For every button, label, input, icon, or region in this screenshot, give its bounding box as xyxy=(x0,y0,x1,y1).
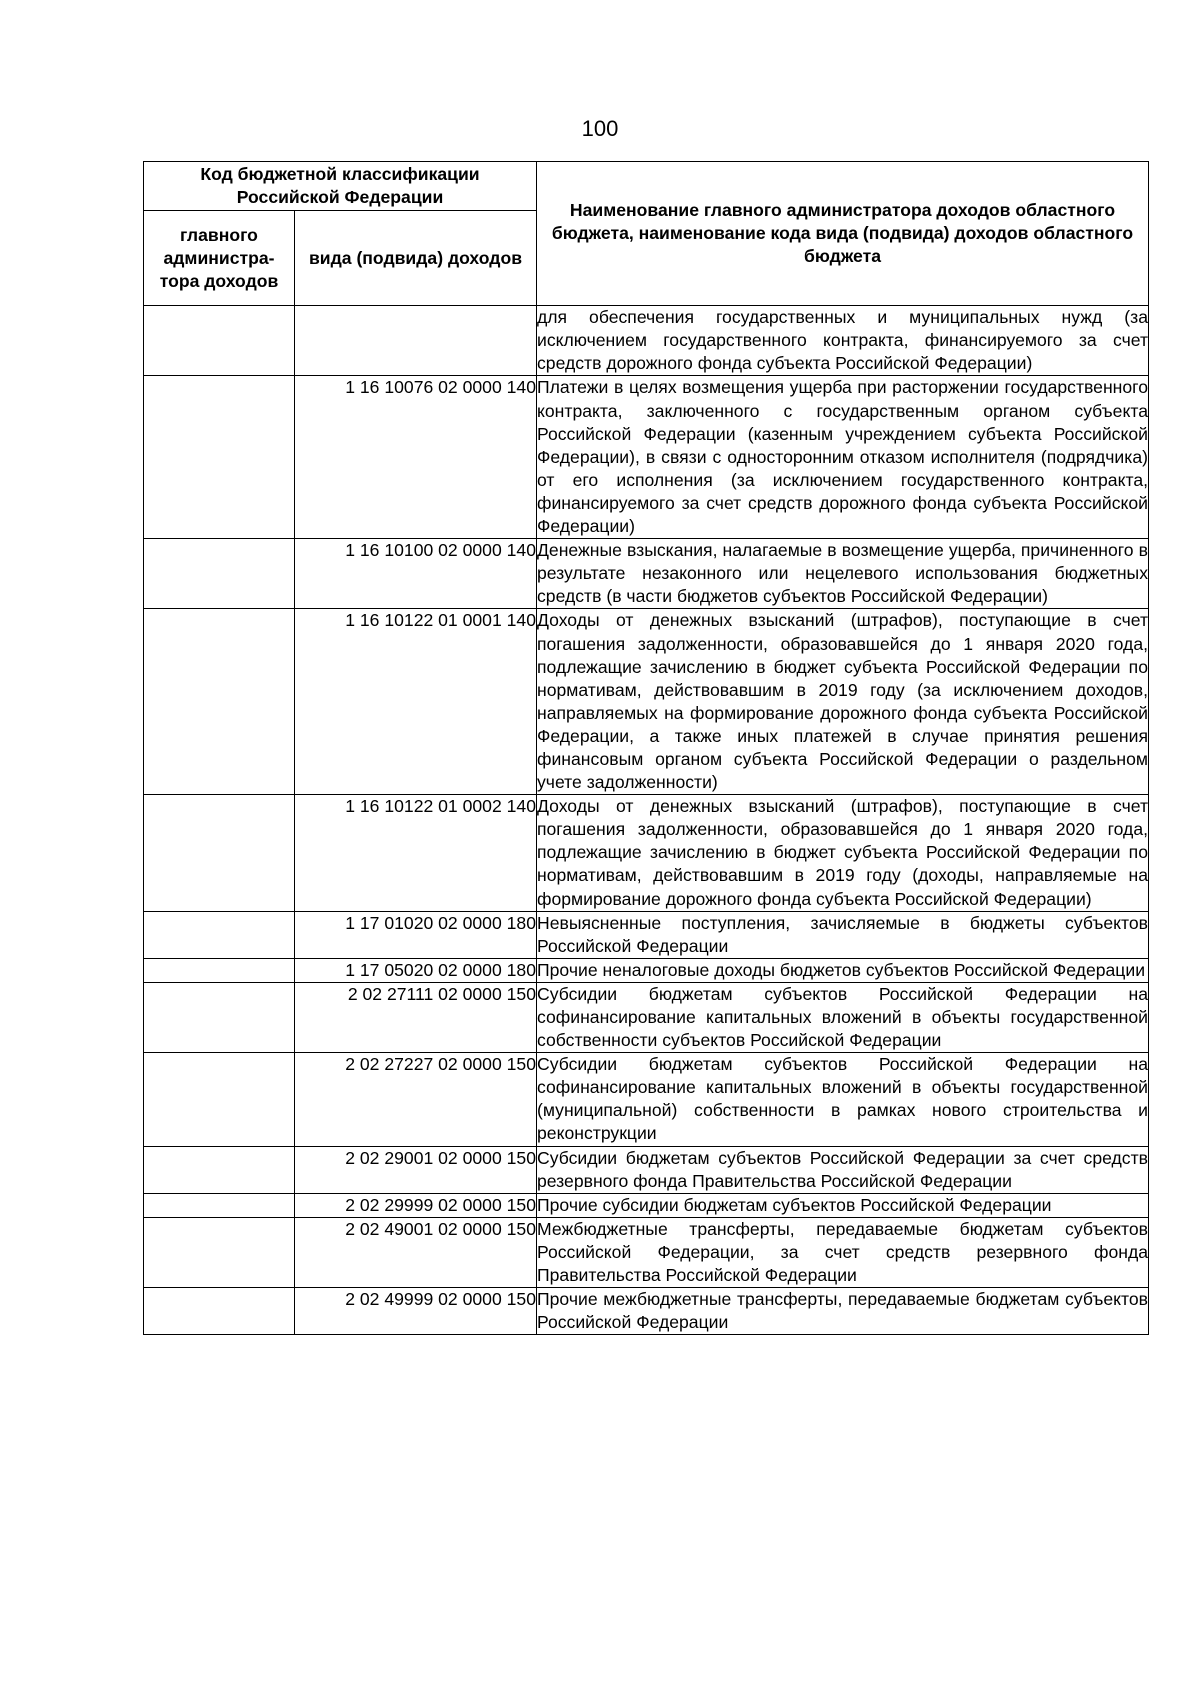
kind-code-cell xyxy=(295,306,537,376)
header-name-column: Наименование главного администратора доходов областного бюджета, наименование кода вида (подвида) доходов областного бюджета xyxy=(537,162,1149,306)
admin-code-cell xyxy=(144,982,295,1052)
table-row xyxy=(144,911,1149,958)
table-row xyxy=(144,1146,1149,1193)
admin-code-cell xyxy=(144,306,295,376)
table-row xyxy=(144,376,1149,539)
admin-code-cell xyxy=(144,1053,295,1146)
description-cell: Платежи в целях возмещения ущерба при расторжении государственного контракта, заключенного с государственным органом субъекта Российской Федерации (казенным учреждением субъекта Российской Федерации), в связи с односторонним отказом исполнителя (подрядчика) от его исполнения (за исключением государственного контракта, финансируемого за счет средств дорожного фонда субъекта Российской Федерации) xyxy=(537,376,1149,539)
description-cell: Доходы от денежных взысканий (штрафов), поступающие в счет погашения задолженности, образовавшейся до 1 января 2020 года, подлежащие зачислению в бюджет субъекта Российской Федерации по нормативам, действовавшим в 2019 году (доходы, направляемые на формирование дорожного фонда субъекта Российской Федерации) xyxy=(537,795,1149,911)
kind-code-cell: 1 17 01020 02 0000 180 xyxy=(295,911,537,958)
kind-code-cell: 1 16 10122 01 0001 140 xyxy=(295,609,537,795)
kind-code-cell: 1 17 05020 02 0000 180 xyxy=(295,958,537,982)
admin-code-cell xyxy=(144,539,295,609)
admin-code-cell xyxy=(144,911,295,958)
admin-code-cell xyxy=(144,1193,295,1217)
budget-classification-table xyxy=(143,161,1149,1335)
description-cell: Прочие межбюджетные трансферты, передаваемые бюджетам субъектов Российской Федерации xyxy=(537,1288,1149,1335)
table-body xyxy=(144,306,1149,1335)
header-row-1 xyxy=(144,162,1149,211)
table-row xyxy=(144,609,1149,795)
description-cell: Субсидии бюджетам субъектов Российской Федерации за счет средств резервного фонда Правительства Российской Федерации xyxy=(537,1146,1149,1193)
table-row xyxy=(144,958,1149,982)
table-row xyxy=(144,539,1149,609)
kind-code-cell: 1 16 10122 01 0002 140 xyxy=(295,795,537,911)
table-row xyxy=(144,982,1149,1052)
description-cell: для обеспечения государственных и муниципальных нужд (за исключением государственного контракта, финансируемого за счет средств дорожного фонда субъекта Российской Федерации) xyxy=(537,306,1149,376)
admin-code-cell xyxy=(144,376,295,539)
page-number: 100 xyxy=(581,116,619,141)
admin-code-cell xyxy=(144,1217,295,1287)
kind-code-cell: 2 02 29999 02 0000 150 xyxy=(295,1193,537,1217)
table-row xyxy=(144,1053,1149,1146)
table-row xyxy=(144,1193,1149,1217)
admin-code-cell xyxy=(144,1146,295,1193)
description-cell: Невыясненные поступления, зачисляемые в бюджеты субъектов Российской Федерации xyxy=(537,911,1149,958)
description-cell: Денежные взыскания, налагаемые в возмещение ущерба, причиненного в результате незаконного или нецелевого использования бюджетных средств (в части бюджетов субъектов Российской Федерации) xyxy=(537,539,1149,609)
admin-code-cell xyxy=(144,609,295,795)
admin-code-cell xyxy=(144,795,295,911)
kind-code-cell: 2 02 49001 02 0000 150 xyxy=(295,1217,537,1287)
table-header xyxy=(144,162,1149,306)
kind-code-cell: 1 16 10076 02 0000 140 xyxy=(295,376,537,539)
description-cell: Доходы от денежных взысканий (штрафов), поступающие в счет погашения задолженности, образовавшейся до 1 января 2020 года, подлежащие зачислению в бюджет субъекта Российской Федерации по нормативам, действовавшим в 2019 году (за исключением доходов, направляемых на формирование дорожного фонда субъекта Российской Федерации, а также иных платежей в случае принятия решения финансовым органом субъекта Российской Федерации о раздельном учете задолженности) xyxy=(537,609,1149,795)
description-cell: Межбюджетные трансферты, передаваемые бюджетам субъектов Российской Федерации, за счет средств резервного фонда Правительства Российской Федерации xyxy=(537,1217,1149,1287)
header-admin-column: главного администра-тора доходов xyxy=(144,211,295,306)
header-kind-column: вида (подвида) доходов xyxy=(295,211,537,306)
admin-code-cell xyxy=(144,958,295,982)
kind-code-cell: 2 02 29001 02 0000 150 xyxy=(295,1146,537,1193)
table-row xyxy=(144,1217,1149,1287)
description-cell: Субсидии бюджетам субъектов Российской Федерации на софинансирование капитальных вложений в объекты государственной (муниципальной) собственности в рамках нового строительства и реконструкции xyxy=(537,1053,1149,1146)
description-cell: Прочие неналоговые доходы бюджетов субъектов Российской Федерации xyxy=(537,958,1149,982)
description-cell: Субсидии бюджетам субъектов Российской Федерации на софинансирование капитальных вложений в объекты государственной собственности субъектов Российской Федерации xyxy=(537,982,1149,1052)
table-row xyxy=(144,1288,1149,1335)
table-row xyxy=(144,306,1149,376)
kind-code-cell: 2 02 27111 02 0000 150 xyxy=(295,982,537,1052)
header-group-title: Код бюджетной классификации Российской Федерации xyxy=(144,162,537,211)
description-cell: Прочие субсидии бюджетам субъектов Российской Федерации xyxy=(537,1193,1149,1217)
admin-code-cell xyxy=(144,1288,295,1335)
table-row xyxy=(144,795,1149,911)
kind-code-cell: 2 02 49999 02 0000 150 xyxy=(295,1288,537,1335)
kind-code-cell: 1 16 10100 02 0000 140 xyxy=(295,539,537,609)
kind-code-cell: 2 02 27227 02 0000 150 xyxy=(295,1053,537,1146)
